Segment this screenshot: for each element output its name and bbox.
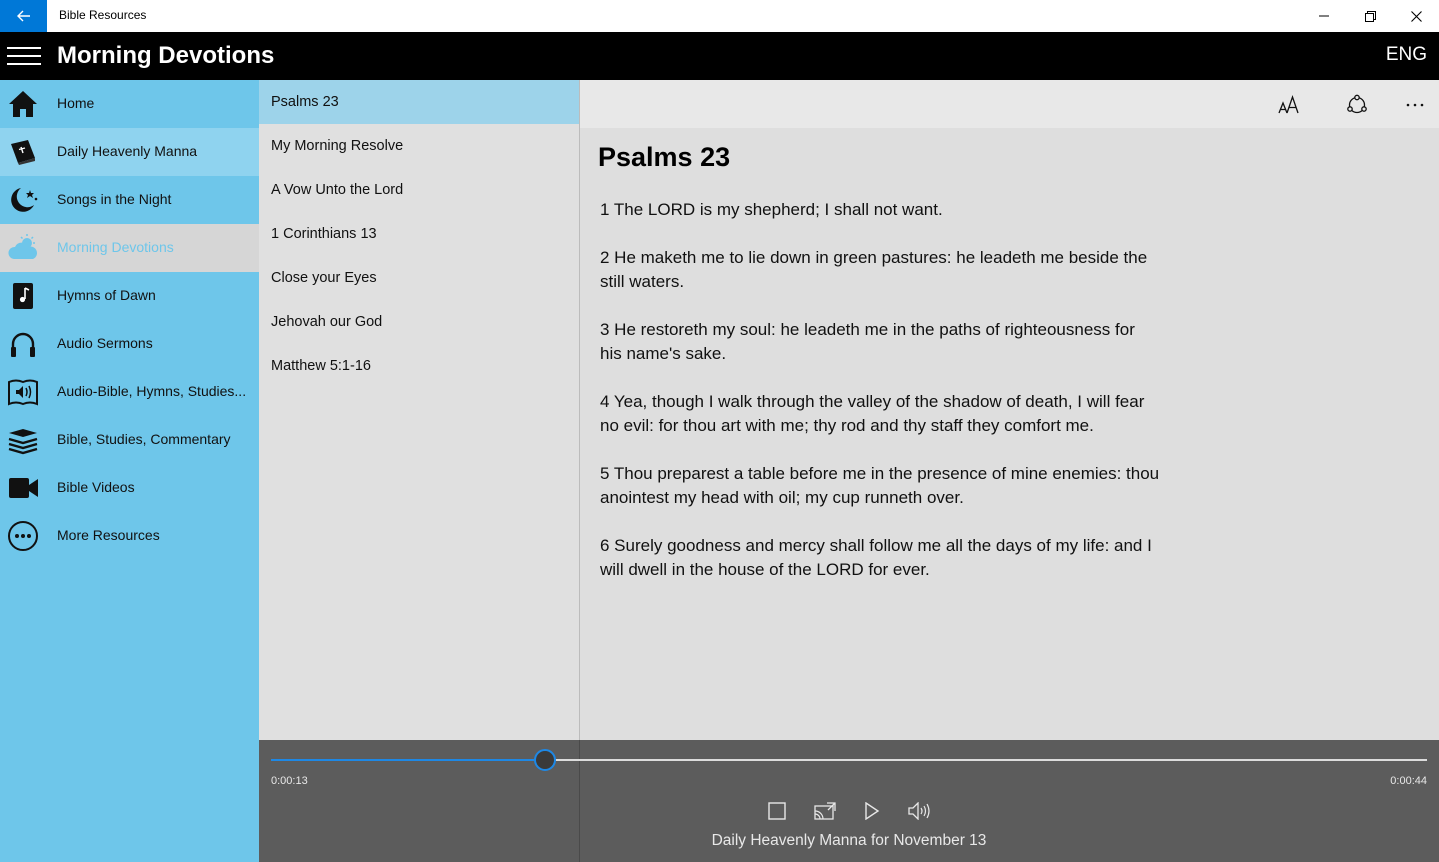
sidebar-item-audio-sermons[interactable] [0,320,259,368]
stop-icon [768,802,786,820]
page-title: Morning Devotions [57,42,275,69]
sidebar-item-label: Bible Videos [57,479,135,495]
sidebar-item-audio-bible[interactable] [0,368,259,416]
home-icon [6,88,40,120]
content-pane [580,80,1439,740]
total-time: 0:00:44 [1390,775,1427,787]
verse: 5 Thou preparest a table before me in the presence of mine enemies: thou anointest my head with oil; my cup runneth over. [600,464,1160,507]
share-button[interactable] [1337,90,1377,120]
restore-button[interactable] [1347,0,1393,32]
sidebar-item-bible-videos[interactable] [0,464,259,512]
share-icon [1346,94,1368,116]
verse: 2 He maketh me to lie down in green pastures: he leadeth me beside the still waters. [600,248,1148,291]
sidebar-item-bible-studies-commentary[interactable] [0,416,259,464]
sidebar-item-morning-devotions[interactable] [0,224,259,272]
hamburger-menu-button[interactable] [0,32,47,80]
ellipsis-icon [1406,103,1424,107]
cast-button[interactable] [810,798,840,824]
sidebar-item-label: Hymns of Dawn [57,287,156,303]
sidebar-item-label: Home [57,95,95,111]
sidebar-item-label: Audio Sermons [57,335,153,351]
sidebar-item-label: Audio-Bible, Hymns, Studies... [57,383,247,399]
sidebar-item-label: Bible, Studies, Commentary [57,431,231,447]
now-playing-title: Daily Heavenly Manna for November 13 [711,832,987,849]
list-item[interactable]: 1 Corinthians 13 [271,226,377,242]
list-item[interactable]: Close your Eyes [271,270,377,286]
back-button[interactable] [0,0,47,32]
more-circle-icon [6,520,40,552]
seek-bar[interactable] [271,759,1427,761]
sidebar-item-home[interactable] [0,80,259,128]
back-arrow-icon [17,10,31,22]
passage-title: Psalms 23 [598,142,731,172]
close-icon [1411,11,1422,22]
font-size-button[interactable] [1269,90,1309,120]
verse: 3 He restoreth my soul: he leadeth me in the paths of righteousness for his name's sake. [600,320,1135,363]
verse: 4 Yea, though I walk through the valley of the shadow of death, I will fear no evil: for thou art with me; thy rod and thy staff they comfort me. [600,392,1145,435]
play-button[interactable] [857,798,887,824]
app-title: Bible Resources [59,8,147,22]
sidebar-item-label: Songs in the Night [57,191,172,207]
sidebar-item-label: Morning Devotions [57,239,174,255]
headphones-icon [6,328,40,360]
close-button[interactable] [1393,0,1439,32]
bible-book-icon [6,136,40,168]
sidebar-item-label: More Resources [57,527,160,543]
more-options-button[interactable] [1395,90,1435,120]
verse: 1 The LORD is my shepherd; I shall not want. [600,200,943,219]
list-item[interactable]: A Vow Unto the Lord [271,182,404,198]
sidebar [0,80,259,862]
verse: 6 Surely goodness and mercy shall follow me all the days of my life: and I will dwell in the house of the LORD for ever. [600,536,1152,579]
audio-book-icon [6,376,40,408]
restore-icon [1365,11,1376,22]
passage-text [600,198,1160,606]
cloud-sun-icon [6,232,40,264]
font-size-icon [1278,95,1300,115]
volume-button[interactable] [905,798,935,824]
play-icon [864,802,880,820]
sidebar-item-songs-in-the-night[interactable] [0,176,259,224]
app-header [0,32,1439,80]
seek-thumb[interactable] [534,749,556,771]
cast-to-device-icon [814,802,836,820]
language-selector[interactable]: ENG [1385,44,1427,65]
title-bar [0,0,1439,32]
list-item[interactable]: My Morning Resolve [271,138,404,154]
hamburger-icon [7,46,41,66]
minimize-icon [1319,11,1329,21]
moon-stars-icon [6,184,40,216]
list-item[interactable]: Jehovah our God [271,314,383,330]
list-item[interactable]: Psalms 23 [259,80,579,124]
volume-icon [908,802,932,820]
devotions-list [259,80,580,740]
minimize-button[interactable] [1301,0,1347,32]
content-toolbar [580,80,1439,128]
current-time: 0:00:13 [271,775,308,787]
sidebar-item-hymns-of-dawn[interactable] [0,272,259,320]
video-camera-icon [6,472,40,504]
sidebar-item-label: Daily Heavenly Manna [57,143,198,159]
sidebar-item-daily-heavenly-manna[interactable] [0,128,259,176]
music-note-icon [6,280,40,312]
books-stack-icon [6,424,40,456]
media-player [259,740,1439,862]
stop-button[interactable] [762,798,792,824]
sidebar-item-more-resources[interactable] [0,512,259,560]
seek-progress [271,759,545,761]
list-item[interactable]: Matthew 5:1-16 [271,358,371,374]
